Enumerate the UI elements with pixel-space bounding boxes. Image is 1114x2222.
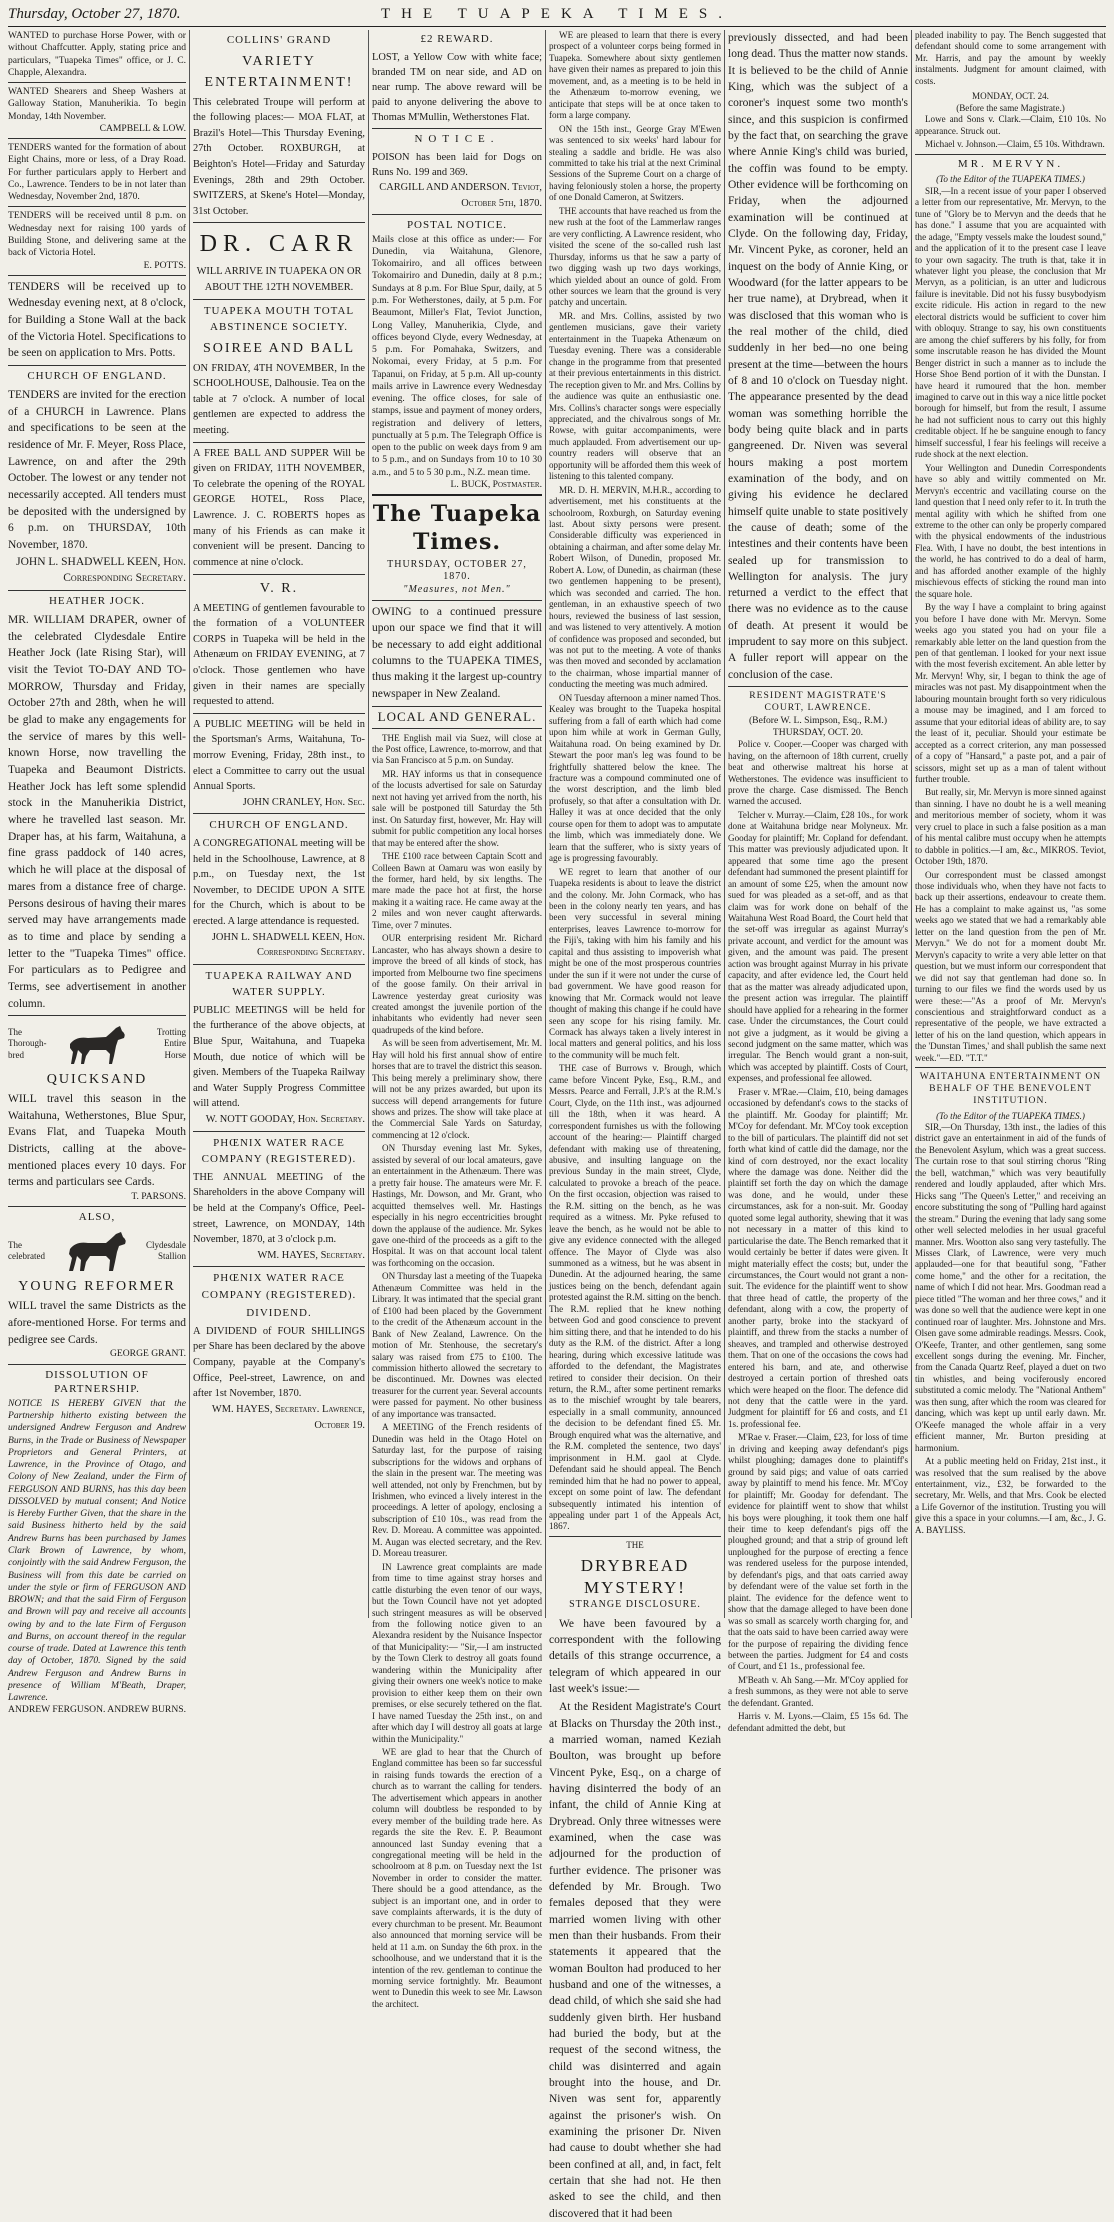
ad-body: TENDERS will be received until 8 p.m. on Wednesday next for raising 100 yards of Building Stone, and delivering same at the back of Victoria Hotel. xyxy=(8,210,186,259)
advertisement xyxy=(193,1135,365,1264)
monday-subheading: (Before the same Magistrate.) xyxy=(956,102,1065,113)
advertisement xyxy=(372,132,542,210)
horse-caption-right: Clydesdale Stallion xyxy=(146,1239,186,1262)
header-title: THE TUAPEKA TIMES. xyxy=(380,6,734,22)
horse-icon xyxy=(62,1022,132,1066)
advertisement xyxy=(193,578,365,710)
ad-signature: JOHN CRANLEY, Hon. Sec. xyxy=(242,796,365,808)
ad-signature: W. NOTT GOODAY, Hon. Secretary. xyxy=(205,1114,365,1126)
court-date: THURSDAY, OCT. 20. xyxy=(772,726,864,738)
court-continuation: pleaded inability to pay. The Bench suggested that defendant should come to some arrangement with Mr. Harris, and pay the amount by weekly instalments. Judgment for amount claimed, with costs. xyxy=(915,30,1106,86)
ad-heading: YOUNG REFORMER xyxy=(18,1279,176,1295)
advertisement xyxy=(8,279,186,362)
ad-heading: DR. CARR xyxy=(199,231,359,258)
divider xyxy=(193,1266,365,1267)
horse-caption-left: The Thorough-bred xyxy=(8,1026,47,1060)
advertisement xyxy=(193,303,365,439)
divider xyxy=(915,154,1106,155)
divider xyxy=(8,590,186,591)
horse-icon xyxy=(62,1229,132,1273)
ad-heading: NOTICE. xyxy=(414,133,500,146)
ad-body: A PUBLIC MEETING will be held in the Sportsman's Arms, Waitahuna, To-morrow Evening, Friday, 28th inst., to elect a Committee to carry out the usual Annual Sports. xyxy=(193,718,365,793)
advertisement xyxy=(193,32,365,219)
ad-heading-2: VARIETY ENTERTAINMENT! xyxy=(204,53,354,90)
advertisement xyxy=(372,218,542,492)
ad-body: TENDERS are invited for the erection of a CHURCH in Lawrence. Plans and specifications to be seen at the residence of Mr. F. Meyer, Ross Place, Lawrence, on and after the 29th October. The lowest or any tender not necessarily accepted. All tenders must be deposited with the undersigned by 6 p.m. on THURSDAY, 10th November, 1870. xyxy=(8,389,186,552)
page-header xyxy=(8,4,1106,27)
horse-caption-right: Trotting Entire Horse xyxy=(156,1026,186,1060)
ad-signature: JOHN L. SHADWELL KEEN, Hon. Corresponding Secretary. xyxy=(16,555,186,585)
ad-pre: ALSO, xyxy=(78,1211,116,1224)
column-2 xyxy=(193,30,365,1618)
advertisement xyxy=(193,817,365,960)
divider xyxy=(8,206,186,207)
divider xyxy=(193,574,365,575)
ad-body: THE ANNUAL MEETING of the Shareholders in the above Company will be held at the Company's Office, Peel-street, Lawrence, on MONDAY, 14th November, 1870, at 3 o'clock p.m. xyxy=(193,1171,365,1246)
divider xyxy=(372,600,542,601)
ad-body: A MEETING of gentlemen favourable to the formation of a VOLUNTEER CORPS in Tuapeka will be held in the Athenæum on FRIDAY EVENING, at 7 o'clock. Those gentlemen who have given in their names are specially requested to attend. xyxy=(193,602,365,708)
mystery-subtitle: STRANGE DISCLOSURE. xyxy=(569,1598,701,1610)
news-paragraph: ON Thursday last a meeting of the Tuapeka Athenæum Committee was held in the Library. It was intimated that the special grant of £100 had been placed by the Government to the credit of the Athenæum account in the Bank of New Zealand, Lawrence. On the motion of Mr. Stenhouse, the secretary's salary was raised from £75 to £100. The commission hitherto allowed the secretary to be discontinued. Mr. Downes was elected treasurer for the current year. Several accounts were passed for payment. No other business of any importance was transacted. xyxy=(372,1271,542,1419)
masthead: The Tuapeka Times. xyxy=(372,501,542,556)
ad-signature: WM. HAYES, Secretary. Lawrence, October 19. xyxy=(211,1403,365,1431)
horse-caption-left: The celebrated xyxy=(8,1239,45,1262)
letter-title: WAITAHUNA ENTERTAINMENT ON BEHALF OF THE BENEVOLENT INSTITUTION. xyxy=(919,1071,1102,1107)
ad-body: A FREE BALL AND SUPPER Will be given on FRIDAY, 11TH NOVEMBER, To celebrate the opening of the ROYAL GEORGE HOTEL, Ross Place, Lawrence. J. C. ROBERTS hopes as many of his Friends as can make it convenient will be present. Dancing to commence at nine o'clock. xyxy=(193,447,365,568)
news-items xyxy=(372,733,542,2011)
ad-heading: POSTAL NOTICE. xyxy=(406,218,508,231)
divider xyxy=(8,1015,186,1016)
ad-signature: CAMPBELL & LOW. xyxy=(99,122,186,134)
ad-heading: V. R. xyxy=(259,580,299,596)
letter-paragraph: At a public meeting held on Friday, 21st inst., it was resolved that the sum realised by the above entertainment, viz., £32, be forwarded to the secretary, Mr. Wells, and that Mrs. Cook be elected a Life Governor of the institution. Trusting you will give this a space in your columns.—I am, &c., J. G. A. BAYLISS. xyxy=(915,1456,1106,1535)
lead-text: OWING to a continued pressure upon our space we find that it will be necessary to add eight additional columns to the TUAPEKA TIMES, thus making it the largest up-country newspaper in New Zealand. xyxy=(372,605,542,700)
divider xyxy=(193,299,365,300)
mystery-continuation xyxy=(728,30,908,683)
column-6 xyxy=(915,30,1106,1618)
ad-body: TENDERS will be received up to Wednesday evening next, at 8 o'clock, for Building a Stone Wall at the back of the Victoria Hotel. Specifications to be seen on application to Mrs. Potts. xyxy=(8,280,186,360)
court-judge: (Before W. L. Simpson, Esq., R.M.) xyxy=(748,714,888,726)
divider xyxy=(372,214,542,215)
letter-paragraph: SIR,—In a recent issue of your paper I observed a letter from our representative, Mr. Mervyn, to the tune of "Glory be to Mervyn and the deeds that he has done." I assume that you are acquainted with the adage, "Empty vessels make the loudest sound," and the application of it to the present case I leave to your own sagacity. The truth is that, take it in whatever light you please, the conclusion that Mr Mervyn, as a politician, is an utter and ludicrous failure is inevitable. Did not his fussy busybodyism excite ridicule. His action in regard to the new electoral districts would be sufficient to cover him with obloquy. Strange to say, his own constituents are among the chief sufferers by his folly, for from some inscrutable reason he has divided the Mount Benger district in such a manner as to include the Horse Shoe Bend portion of it with the Dunstan. I have heard it rumoured that the hon. member imagined to carve out in this way a nice little pocket borough for himself, but from the result, I assume he had not sufficient nous to carry out this highly creditable object. If he be sanguine enough to fancy himself successful, I fear his feelings will receive a rude shock at the next election. xyxy=(915,185,1106,460)
news-paragraph: THE £100 race between Captain Scott and Colleen Bawn at Oamaru was won easily by the former, hard held, by six lengths. The mare made the pace hot at first, the horse making it a waiting race. He came away at the 2 miles and won never caught afterwards. Time, over 7 minutes. xyxy=(372,851,542,930)
divider xyxy=(8,138,186,139)
ad-heading: PHŒNIX WATER RACE COMPANY (REGISTERED). xyxy=(201,1272,357,1301)
advertisement xyxy=(193,717,365,811)
divider xyxy=(728,686,908,687)
news-paragraph: MR. D. H. MERVIN, M.H.R., according to advertisement, met his constituents at the schoolroom, Roxburgh, on Saturday evening last. About sixty persons were present. Considerable difficulty was experienced in obtaining a chairman, and after some delay Mr. Robert Wilson, of Dunedin, proposed Mr. Robert A. Low, of Dunedin, as chairman (these two gentlemen happening to be present), which was seconded and carried. The hon. gentleman, in an exhaustive speech of two hours, reviewed the business of last session, and was listened to very attentively. A motion of confidence was proposed and seconded, but was not put to the meeting. A vote of thanks was then moved and seconded by acclamation to the chairman, whose impartial manner of conducting the meeting was much admired. xyxy=(549,484,721,690)
column-4 xyxy=(549,30,721,2220)
advertisement xyxy=(8,210,186,271)
divider xyxy=(8,1364,186,1365)
divider xyxy=(8,365,186,366)
divider xyxy=(193,442,365,443)
divider xyxy=(372,128,542,129)
column-5 xyxy=(728,30,908,1733)
ad-signature: WM. HAYES, Secretary. xyxy=(257,1249,365,1261)
column-rule xyxy=(911,30,912,1618)
advertisement xyxy=(193,1270,365,1433)
ad-signature: E. POTTS. xyxy=(143,259,186,271)
masthead-date: THURSDAY, OCTOBER 27, 1870. xyxy=(387,558,527,583)
monday-heading: MONDAY, OCT. 24. xyxy=(972,91,1049,102)
ad-heading: TUAPEKA MOUTH TOTAL ABSTINENCE SOCIETY. xyxy=(203,304,355,334)
ad-body: WILL travel the same Districts as the afore-mentioned Horse. For terms and pedigree see Cards. xyxy=(8,1300,186,1346)
article-paragraph: At the Resident Magistrate's Court at Blacks on Thursday the 20th inst., a married woman, named Keziah Boulton, was brought up before Vincent Pyke, Esq., on a charge of having disinterred the body of an infant, the child of Annie King at Drybread. Only three witnesses were examined, when the case was adjourned for the production of further evidence. The prisoner was defended by Mr. Brough. Two females deposed that they were married women living with other men than their husbands. From their statements it appeared that the woman Boulton had produced to her husband and one of the witnesses, a dead child, of which she said she had suddenly given birth. Her husband had buried the body, but at the request of the second witness, the child was disinterred and again brought into the house, and Dr. Niven was sent for, apparently against the prisoner's wish. On examining the prisoner Dr. Niven had cause to doubt whether she had been confined at all, and, in fact, felt certain that she had not. He then asked to see the child, and then discovered that it had been xyxy=(549,1701,721,2220)
divider xyxy=(193,222,365,223)
news-paragraph: ON Thursday evening last Mr. Sykes, assisted by several of our local amateurs, gave an entertainment in the Athenæum. There was a pretty fair house. The amateurs were Mr. F. Hastings, Mr. Dowson, and Mr. Grant, who acquitted themselves well. Mr. Hastings especially in his negro eccentricities brought down the applause of the audience. Mr. Sykes gave one-third of the proceeds as a gift to the Hospital. It was on that account local talent was forthcoming on the occasion. xyxy=(372,1143,542,1268)
advertisement xyxy=(8,86,186,135)
court-paragraph: Fraser v. M'Rae.—Claim, £10, being damages occasioned by defendant's cows to the stacks of the plaintiff. Mr. Gooday for plaintiff; Mr. M'Coy for defendant. Mr. M'Coy took exception to the bill of particulars. The plaintiff did not set forth what kind of cattle did the damage, nor the kind of corn destroyed, nor the exact locality where the damage was done. Neither did the plaintiff set forth the day on which the damage was done, and he would, under these circumstances, ask for a non-suit. Mr. Gooday quoted some legal authority, shewing that it was not necessary in a matter of this kind to particularise the date. The Bench remarked that it would certainly be better if dates were given. It might materially effect the costs; but, under the circumstances, the Court would not grant a non-suit. The evidence for the plaintiff went to show that three head of cattle, the property of the defendant, along with a cow, the property of another party, broke into the stackyard of plaintiff, and threw from the stacks a number of sheaves, and trampled and otherwise destroyed them. That on one of the occasions the cows had entered his barn, and ate, and otherwise destroyed a certain portion of threshed oats which were heaped on the floor. The defence did not deny that the cattle were in the yard. Judgment for plaintiff for £6 and costs, and £1 1s. professional fee. xyxy=(728,1086,908,1429)
ad-body: NOTICE IS HEREBY GIVEN that the Partnership hitherto existing between the undersigned Andrew Ferguson and Andrew Burns, in the Trade or Business of Newspaper Proprietors and General Printers, at Lawrence, in the Province of Otago, and Colony of New Zealand, under the Firm of FERGUSON AND BURNS, has this day been DISSOLVED by mutual consent; And Notice is Hereby Further Given, that the share in the said Business hitherto held by the said Andrew Burns has been purchased by James Clark Brown of Lawrence, by whom, conjointly with the said Andrew Ferguson, the Business will from this date be carried on under the style or firm of FERGUSON AND BROWN; and that the said Firm of Ferguson and Brown will pay and receive all accounts owing by and to the late Firm of Ferguson and Burns, on account thereof in the regular course of trade. Dated at Lawrence this tenth day of October, 1870. Signed by the said Andrew Ferguson and Andrew Burns in presence of William M'Beath, Draper, Lawrence. xyxy=(8,1397,186,1704)
news-paragraph: WE are pleased to learn that there is every prospect of a volunteer corps being formed in Tuapeka. Somewhere about sixty gentlemen have given their names as prepared to join this movement, and, as a meeting is to be held in the Athenæum to-morrow evening, we anticipate that steps will be at once taken to form a large company. xyxy=(549,30,721,121)
lead-notice xyxy=(372,604,542,702)
ad-signature: L. BUCK, Postmaster. xyxy=(450,478,542,490)
article-paragraph: We have been favoured by a correspondent with the following details of this strange occurrence, a telegram of which appeared in our last week's issue:— xyxy=(549,1617,721,1696)
column-rule xyxy=(724,30,725,1618)
ad-body: WANTED to purchase Horse Power, with or without Chaffcutter. Apply, stating price and particulars, "Tuapeka Times" office, or J. C. Chapple, Alexandra. xyxy=(8,30,186,78)
ad-body: A CONGREGATIONAL meeting will be held in the Schoolhouse, Lawrence, at 8 p.m., on Tuesday next, the 1st November, to DECIDE UPON A SITE for the Church, which is about to be erected. A large attendance is requested. xyxy=(193,837,365,927)
ad-heading: QUICKSAND xyxy=(46,1072,148,1088)
ad-signature: GEORGE GRANT. xyxy=(109,1348,186,1360)
column-1 xyxy=(8,30,186,1716)
news-paragraph: As will be seen from advertisement, Mr. M. Hay will hold his first annual show of entire horses that are to travel the district this season. This being merely a preliminary show, there will not be any prizes awarded, but upon its success will depend arrangements for future shows and prizes. The show will take place at the Commercial Sale Yards on Saturday, commencing at 12 o'clock. xyxy=(372,1038,542,1140)
letter-address: (To the Editor of the TUAPEKA TIMES.) xyxy=(936,1110,1085,1121)
letter-paragraph: Your Wellington and Dunedin Correspondents have so ably and wittily commented on Mr. Mervyn's eccentric and vacillating course on the land question that I need only refer to it. In truth the mental agility with which he shifted from one extreme to the other can only be properly compared with the physical endowments of the industrious Flea. With, I have no doubt, the best intentions in the world, he has contrived to do a deal of harm, and has afforded another example of the highly mischievous effects of sticking the round man into the square hole. xyxy=(915,462,1106,599)
ad-heading: TUAPEKA RAILWAY AND WATER SUPPLY. xyxy=(205,969,353,999)
ad-body: LOST, a Yellow Cow with white face; branded TM on near side, and AD on near rump. The above reward will be paid to anyone delivering the above to Thomas M'Mullin, Wetherstones Flat. xyxy=(372,51,542,124)
ad-heading: PHŒNIX WATER RACE COMPANY (REGISTERED). xyxy=(201,1136,357,1166)
letter-title: MR. MERVYN. xyxy=(957,157,1064,170)
ad-body: WILL travel this season in the Waitahuna, Wetherstones, Blue Spur, Evans Flat, and Tuapeka Mouth Districts, calling at the above-mentioned places every 10 days. For terms and particulars see Cards. xyxy=(8,1093,186,1189)
court-paragraph: M'Rae v. Fraser.—Claim, £23, for loss of time in driving and keeping away defendant's pigs whilst ploughing; damages done to plaintiff's ground by said pigs; and value of oats carried away by plaintiff to mend his fence. Mr. M'Coy for plaintiff; Mr. Gooday for defendant. The evidence for plaintiff went to show that whilst his boys were ploughing, it took them one half their time to keep defendant's pigs off the ploughed ground; and that a strip of ground left unploughed for the purpose of erecting a fence was rendered useless for the purpose intended, by defendant's pigs, and that oats carried away by defendant were of the value set forth in the plaint. The evidence for the defence went to show that the damage alleged to have been done was so small as scarcely worth charging for, and that the oats said to have been carried away were for the purpose of repairing the dividing fence between the parties. Judgment for £4 and costs of Court, and £1 1s., professional fee. xyxy=(728,1432,908,1672)
news-paragraph: WE are glad to hear that the Church of England committee has been so far successful in raising funds towards the erection of a church as to warrant the calling for tenders. The advertisement which appears in another column will doubtless be responded to by every member of the building trade here. As regards the site the Rev. E. P. Beaumont announced last Sunday evening that a congregational meeting will be held in the schoolroom at 8 p.m. on Tuesday next the 1st November in order to consider the matter. There should be a good attendance, as the subject is an important one, and in order to save complaints afterwards, it is the duty of every churchman to be present. Mr. Beaumont also announced that morning service will be held at 11 a.m. on Sunday the 6th prox. in the schoolhouse, and we understand that it is the intention of the rev. gentleman to continue the morning service fortnightly. Mr. Beaumont went to Dunedin this week to see Mr. Lawson the architect. xyxy=(372,1746,542,2009)
divider xyxy=(915,1067,1106,1068)
ad-signature: JOHN L. SHADWELL KEEN, Hon. Corresponding Secretary. xyxy=(211,931,365,959)
court-title: RESIDENT MAGISTRATE'S COURT, LAWRENCE. xyxy=(749,690,887,714)
advertisement xyxy=(193,968,365,1128)
advertisement xyxy=(193,226,365,295)
news-paragraph: MR. and Mrs. Collins, assisted by two gentlemen musicians, gave their variety entertainment in the Tuapeka Athenæum on Tuesday evening. There was a considerable change in the programme from that presented at their previous entertainments in this district. The reception given to Mr. and Mrs. Collins by the audience was quite an enthusiastic one. Mrs. Collins's character songs were especially appreciated, and the chivalrous songs of Mr. Rowse, with guitar accompaniments, were much applauded. From advertisement our up-country readers will observe that an opportunity will be afforded them this week of listening to this talented company. xyxy=(549,310,721,482)
letter-paragraph: But really, sir, Mr. Mervyn is more sinned against than sinning. I have no doubt he is a well meaning and meritorious member of society, whom it was very cruel to place in such a false position as a man of his mental calibre must occupy when he attempts to dabble in politics.—I am, &c., MIKROS. Teviot, October 19th, 1870. xyxy=(915,787,1106,867)
ad-body: WILL ARRIVE IN TUAPEKA ON OR ABOUT THE 12TH NOVEMBER. xyxy=(196,266,362,293)
section-title: LOCAL AND GENERAL. xyxy=(372,706,542,729)
advertisement xyxy=(8,30,186,79)
column-rule xyxy=(545,30,546,1618)
divider xyxy=(193,964,365,965)
news-paragraph: THE case of Burrows v. Brough, which came before Vincent Pyke, Esq., R.M., and Messrs. Pearce and Ferrall, J.P.'s at the R.M.'s Court, Clyde, on the 11th inst., was adjourned till the 18th, when it was heard. A correspondent furnishes us with the following account of the hearing:— Plaintiff charged defendant with making use of threatening, abusive, and insulting language on the previous Sunday in the main street, Clyde, calculated to provoke a breach of the peace. On the first occasion, objection was raised to the R.M. sitting on the bench, as he was required as a witness. Mr. Pyke refused to leave the bench, as he would not be able to give any evidence connected with the alleged offence. The Mayor of Clyde was also summoned as a witness, but he was absent in Dunedin. At the adjourned hearing, the same justices being on the bench, defendant again protested against the R.M. sitting on the bench. The R.M. replied that he knew nothing between God and good conscience to prevent him sitting there, and that he intended to do his duty as the R.M. of the district. After a long hearing, during which excessive latitude was afforded to the defendant, the Magistrates retired to consider their decision. On their return, the R.M., after some pertinent remarks as to the mischief wrought by tale bearers, especially in a small community, announced the decision to be defendant fined £5. Mr. Brough enquired what was the alternative, and the R.M. completed the sentence, two days' imprisonment in H.M. gaol at Clyde. Defendant said he should appeal. The Bench reminded him that he had no power to appeal, except on some point of law. The defendant subsequently intimated his intention of appealing under part 1 of the Appeals Act, 1867. xyxy=(549,1063,721,1532)
court-paragraph: Lowe and Sons v. Clark.—Claim, £10 10s. No appearance. Struck out. xyxy=(915,114,1106,136)
divider xyxy=(372,494,542,496)
news-paragraph: THE English mail via Suez, will close at the Post office, Lawrence, to-morrow, and that via San Francisco at 5 p.m. on Sunday. xyxy=(372,732,542,766)
ad-heading: COLLINS' GRAND xyxy=(226,34,332,46)
news-paragraph: A MEETING of the French residents of Dunedin was held in the Otago Hotel on Saturday last, for the purpose of raising subscriptions for the widows and orphans of the slain in the present war. The meeting was well attended, not only by Frenchmen, but by Irishmen, who evinced a lively interest in the proceedings. A letter of apology, enclosing a subscription of £10 10s., was read from the Rev. D. Moreau. A committee was appointed. M. Augan was elected secretary, and the Rev. D. Moreau treasurer. xyxy=(372,1422,542,1559)
letter-address: (To the Editor of the TUAPEKA TIMES.) xyxy=(936,174,1085,185)
advertisement xyxy=(8,369,186,587)
divider xyxy=(8,1206,186,1207)
news-paragraph: ON the 15th inst., George Gray M'Ewen was sentenced to six weeks' hard labour for stealing a saddle and bridle. He was also committed to take his trial at the next Criminal Sessions of the Supreme Court on a charge of having feloniously stolen a horse, the property of one Donald Cameron, at Switzers. xyxy=(549,123,721,203)
advertisement xyxy=(8,594,186,1012)
editor-reply: Our correspondent must be classed amongst those individuals who, when they have not facts to back up their assertions, endeavour to create them. He has a complaint to make against us, "as some weeks ago we stated that we had a remarkably able letter on the land question from the pen of Mr. Mervyn." We do not for a moment doubt Mr. Mervyn's capacity to write a very able letter on that question, but we must inform our correspondent that we did not say that gentleman had done so. In turning to our files we find the words used by us were these:—"As a proof of Mr. Mervyn's conscientious and straightforward conduct as a representative of the people, we have extracted a letter of his on the land question, which appears in the 'Dunstan Times,' and shall publish the same next week."—ED. "T.T." xyxy=(915,869,1106,1063)
article-paragraph: previously dissected, and had been long dead. Thus the matter now stands. It is believed to be the child of Annie King, which was the subject of a coroner's inquest some two month's since, and this suspicion is confirmed by the fact that, on searching the grave where Annie King's child was buried, the coffin was found to be empty. Other evidence will be forthcoming on Friday, when the adjourned examination will be continued at Clyde. On the following day, Friday, Mr. Vincent Pyke, as coroner, held an inquest on the body of Annie King, or Woodward (for the latter appears to be her true name), at Drybread, when it was disclosed that this woman who is the real mother of the child, died suddenly in her bed—no one being present at the time—between the hours of 8 and 10 o'clock on Tuesday night. The appearance presented by the dead woman was something horrible the body being quite black and in parts gangreened. Dr. Niven was several hours making a post mortem examination of the body, and on giving his evidence he declared himself quite unable to state positively the cause of death; some of the intestines and their contents have been sealed up for transmission to Wellington for analysis. The jury returned a verdict to the effect that there was no evidence as to the cause of death. At present it would be imprudent to say more on this subject. A fuller report will appear on the conclusion of the case. xyxy=(728,32,908,681)
advertisement xyxy=(8,1210,186,1360)
ad-heading-2: DIVIDEND. xyxy=(246,1307,312,1320)
court-paragraph: Michael v. Johnson.—Claim, £5 10s. Withdrawn. xyxy=(925,139,1105,150)
divider xyxy=(193,1131,365,1132)
column-rule xyxy=(189,30,190,1618)
letter-paragraph: By the way I have a complaint to bring against you before I have done with Mr. Mervyn. Some weeks ago you stated you had on your file a remarkably able letter on the land question from the pen of that gentleman. I looked for your next issue with the most feverish excitement. An able letter by Mr. Mervyn! Why, sir, I began to think the age of miracles was not past. My disappointment when the labouring mountain brought forth so very ridiculous a mouse may be imagined, and I am forced to assume that your editorial ideas of ability are, to say the least of it, peculiar. Should your estimate be accepted as a correct criterion, any man possessed of a copy of "Hansard," a paste pot, and a pair of scissors, might set up as a man of talent without further trouble. xyxy=(915,602,1106,784)
court-paragraph: M'Beath v. Ah Sang.—Mr. M'Coy applied for a fresh summons, as they were not able to serve the defendant. Granted. xyxy=(728,1674,908,1708)
letter-paragraph: SIR,—On Thursday, 13th inst., the ladies of this district gave an entertainment in aid of the funds of the Benevolent Asylum, which was a great success. The curtain rose to that soul stirring chorus "Ring the bell, watchman," which was very beautifully rendered and loudly applauded, after which Mrs. Hicks sang "The Queen's Letter," and receiving an encore substituting the song of "Pulling hard against the stream." During the evening that lady sang some other well selected melodies in her usual graceful manner. Mrs. Wootton also sang very tastefully. The Misses Clark, of Lawrence, were very much applauded—one for that beautiful song, "Father come home," and the other for a recitation, the name of which I did not hear. Mrs. Goodman read a piece titled "The woman and her three cows," and it was done so well that the audience were kept in one continued roar of laughter. Mrs. Johnstone and Mrs. Olsen gave some admirable readings. Messrs. Cook, O'Keefe, Tranter, and other gentlemen, sang some excellent songs during the evening. Mr. Fincher, from the Canada Quartz Reef, played a duet on two tin whistles, and being vociferously encored substituted a comic melody. The "National Anthem" was then sung, after which the room was cleared for dancing, which was kept up until early dawn. Mr. O'Keefe managed the whole affair in a very efficient manner, Mr. Burton presiding at harmonium. xyxy=(915,1121,1106,1453)
header-date: Thursday, October 27, 1870. xyxy=(8,6,181,22)
court-paragraph: Telcher v. Murray.—Claim, £28 10s., for work done at Waitahuna bridge near Molyneux. Mr. Gooday for plaintiff; Mr. Copland for defendant. This matter was previously adjudicated upon. It appeared that some time ago the present defendant had summoned the present plaintiff for an amount of some £25, when the amount now sued for was pleaded as a set-off, and as that claim was for work done on behalf of the Waitahuna West Road Board, the Court held that the set-off was irregular as against Murray's private account, and verdict for the amount was given, and the amount was paid. The present action was brought against Murray in his private capacity, and after evidence led, the Court held that as the matter was already adjudicated upon, the present action was irregular. The plaintiff should have applied for a rehearing in the former case. Under the circumstances, the Court could not give a judgment, as it would be giving a second judgment on the same matter, which was irregular. The Bench would grant a non-suit, which was accepted by plaintiff. Costs of Court, expenses, and professional fee allowed. xyxy=(728,809,908,1084)
column-3 xyxy=(372,30,542,2009)
mystery-article xyxy=(549,1616,721,2222)
ad-heading-2: SOIREE AND BALL xyxy=(202,340,356,356)
ad-heading: CHURCH OF ENGLAND. xyxy=(209,819,349,832)
divider xyxy=(193,713,365,714)
divider xyxy=(8,82,186,83)
ad-heading: DISSOLUTION OF PARTNERSHIP. xyxy=(45,1368,149,1395)
news-items xyxy=(549,30,721,1533)
news-paragraph: MR. HAY informs us that in consequence of the locusts advertised for sale on Saturday next not having yet arrived from the north, his sale will be postponed till Saturday the 5th inst. On Saturday first, however, Mr. Hay will submit for public competition any local horses that may be entered after the show. xyxy=(372,768,542,848)
divider xyxy=(193,813,365,814)
ad-body: This celebrated Troupe will perform at the following places:— MOA FLAT, at Brazil's Hotel—This Thursday Evening, 27th October. ROXBURGH, at Beighton's Hotel—Friday and Saturday Evenings, 28th and 29th October. SWITZERS, at Skene's Hotel—Monday, 31st October. xyxy=(193,96,365,217)
ad-body: WANTED Shearers and Sheep Washers at Galloway Station, Manuherikia. To begin Monday, 14th November. xyxy=(8,86,186,122)
ad-body: POISON has been laid for Dogs on Runs No. 199 and 369. xyxy=(372,152,542,179)
news-paragraph: WE regret to learn that another of our Tuapeka residents is about to leave the district and the colony. Mr. John Cormack, who has been in the colony nearly ten years, and has been very successful in several mining enterprises, leaves Lawrence to-morrow for the Fiji's, taking with him his family and his capital and thus assisting to impoverish what might be one of the most prosperous countries under the sun if it were not under the curse of bad government. We have good reason for knowing that Mr. Cormack would not leave thought of making this change if he could have seen any scope for his rising family. Mr. Cormack has always taken a lively interest in local matters and general politics, and his loss to the community will be much felt. xyxy=(549,866,721,1060)
advertisement xyxy=(8,1019,186,1203)
mystery-pre: THE xyxy=(626,1539,644,1550)
ad-signature: CARGILL AND ANDERSON. Teviot, October 5th, 1870. xyxy=(379,182,542,209)
advertisement xyxy=(372,32,542,125)
ad-heading: £2 REWARD. xyxy=(420,33,494,45)
ad-body: TENDERS wanted for the formation of about Eight Chains, more or less, of a Dray Road. For further particulars apply to Herbert and Co., Lawrence. Tenders to be in not later than Wednesday, November 2nd, 1870. xyxy=(8,142,186,203)
column-rule xyxy=(368,30,369,1618)
divider xyxy=(8,275,186,276)
ad-body: MR. WILLIAM DRAPER, owner of the celebrated Clydesdale Entire Heather Jock (late Rising Star), will visit the Teviot TO-DAY AND TO-MORROW, Thursday and Friday, October 27th and 28th, when he will be glad to make any engagements for the service of mares by this well-known Horse, now travelling the Tuapeka and Beaumont Districts. Heather Jock has left some splendid stock in the Manuherikia District, where he travelled last season. Mr. Draper has, at his farm, Waitahuna, a fine grass paddock of 140 acres, which he will place at the disposal of mares from a distance free of charge. Persons desirous of having their mares served may have arrangements made as to time and place by sending a letter to the "Tuapeka Times" office. For particulars as to Pedigree and Terms, see advertisement in another column. xyxy=(8,614,186,1010)
court-paragraph: Harris v. M. Lyons.—Claim, £5 15s 6d. The defendant admitted the debt, but xyxy=(728,1711,908,1733)
news-paragraph: IN Lawrence great complaints are made from time to time against stray horses and cattle disturbing the even tenor of our ways, but the Town Council have not yet adopted such stringent measures as will be observed from the following notice given to an Alexandra resident by the Nuisance Inspector of that Municipality:— "Sir,—I am instructed by the Town Clerk to destroy all goats found wandering within the Municipality after giving their owners one week's notice to make provision to either keep them on their own premises, or else securely tethered on the flat. I have named Tuesday the 25th inst., on and after which day I will destroy all goats at large within the Municipality." xyxy=(372,1561,542,1744)
advertisement xyxy=(193,446,365,571)
ad-signature: T. PARSONS. xyxy=(131,1191,186,1203)
mystery-title: DRYBREAD MYSTERY! xyxy=(580,1556,690,1598)
court-reports xyxy=(728,739,908,1734)
news-paragraph: OUR enterprising resident Mr. Richard Lancaster, who has always shown a desire to improve the breed of all kinds of stock, has imported from Melbourne two fine specimens of the goose family. On their arrival in Lawrence yesterday great curiosity was created amongst the juvenile portion of the inhabitants who evidently had never seen quadrupeds of the kind before. xyxy=(372,933,542,1035)
ad-body: ON FRIDAY, 4TH NOVEMBER, In the SCHOOLHOUSE, Dalhousie. Tea on the table at 7 o'clock. A number of local gentlemen are expected to address the meeting. xyxy=(193,362,365,437)
news-paragraph: ON Tuesday afternoon a miner named Thos. Kealey was brought to the Tuapeka hospital suffering from a fall of earth which had come upon him while at work in German Gully, Waitahuna road. On being examined by Dr. Stewart the poor man's leg was found to be frightfully shattered below the knee. The fracture was a compound comminuted one of the worst description, and the limb bled profusely, so that after a consultation with Dr. Halley it was at once decided that the only course open for them to adopt was to amputate the limb, which was immediately done. We learn that the sufferer, who is sixty years of age is progressing favourably. xyxy=(549,692,721,864)
advertisement xyxy=(8,1368,186,1717)
ad-body: Mails close at this office as under:— For Dunedin, via Waitahuna, Glenore, Tokomairiro, and all offices between Tokomairiro and Dunedin, daily at 8 p.m.; Sundays at 8 p.m. For Blue Spur, daily, at 5 p.m. For Wetherstones, daily, at 5 p.m. For Beaumont, Miller's Flat, Teviot Junction, Long Valley, Manuherikia, Clyde, and offices beyond Clyde, every Wednesday, at 5 p.m. For Pomahaka, Switzers, and Nokomai, every Friday, at 5 p.m. For Tapanui, on Friday, at 5 p.m. All up-county mails arrive in Lawrence every Wednesday evening. The office closes, for sale of stamps, issue and payment of money orders, registration and delivery of letters, punctually at 5 p.m. The Telegraph Office is open to the public on week days from 9 am to 5 p.m., and on Sundays from 10 to 10 30 a.m., and 5 to 5 30 p.m., N.Z. mean time. xyxy=(372,233,542,478)
masthead-motto: "Measures, not Men." xyxy=(403,584,511,596)
ad-body: A DIVIDEND of FOUR SHILLINGS per Share has been declared by the above Company, payable at the Company's Office, Peel-street, Lawrence, on and after 1st November, 1870. xyxy=(193,1325,365,1400)
advertisement xyxy=(8,142,186,203)
ad-body: PUBLIC MEETINGS will be held for the furtherance of the above objects, at Blue Spur, Waitahuna, and Tuapeka Mouth, due notice of which will be given. Members of the Tuapeka Railway and Water Supply Progress Committee will attend. xyxy=(193,1004,365,1110)
divider xyxy=(549,1536,721,1537)
ad-heading: CHURCH OF ENGLAND. xyxy=(27,370,167,383)
ad-heading: HEATHER JOCK. xyxy=(48,595,146,608)
news-paragraph: THE accounts that have reached us from the new rush at the foot of the Lammerlaw ranges are very conflicting. A Lawrence resident, who visited the scene of the so-called rush last Thursday, informs us that he saw a party of two digging wash up two days workings, which yielded about an ounce of gold. From other sources we learn that the ground is very patchy and uncertain. xyxy=(549,205,721,308)
ad-signature: ANDREW FERGUSON. ANDREW BURNS. xyxy=(8,1704,186,1716)
court-paragraph: Police v. Cooper.—Cooper was charged with having, on the afternoon of 18th current, cruelly beat and otherwise maltreat his horse at Wetherstones. The evidence was insufficient to prove the charge. Case dismissed. The Bench warned the accused. xyxy=(728,739,908,807)
